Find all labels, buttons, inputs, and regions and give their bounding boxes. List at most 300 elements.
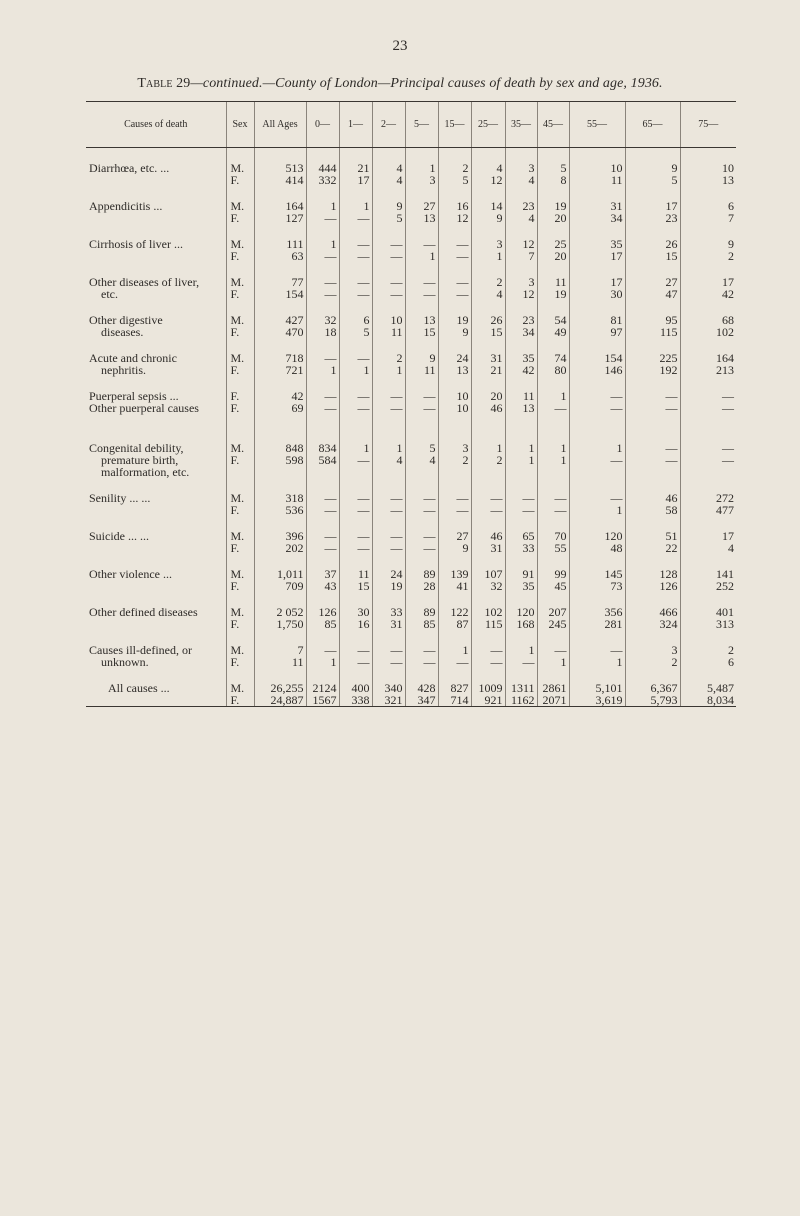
sex-cell: F. (226, 390, 254, 402)
value-cell: 154 (569, 352, 625, 364)
value-cell: 834 (306, 442, 339, 454)
table-row (86, 530, 736, 542)
cause-cell (86, 466, 226, 478)
value-cell: 321 (372, 694, 405, 707)
row-gap (86, 414, 736, 442)
value-cell: 1 (537, 656, 569, 668)
value-cell: 22 (625, 542, 680, 554)
value-cell: 1 (537, 390, 569, 402)
value-cell: 16 (438, 200, 471, 212)
value-cell: 848 (254, 442, 306, 454)
value-cell: 192 (625, 364, 680, 376)
value-cell: 427 (254, 314, 306, 326)
value-cell: 477 (680, 504, 736, 516)
value-cell: — (405, 504, 438, 516)
value-cell: 9 (438, 326, 471, 338)
value-cell: 17 (680, 530, 736, 542)
value-cell: 28 (405, 580, 438, 592)
cause-label: etc. (101, 287, 118, 301)
value-cell: — (438, 288, 471, 300)
value-cell: 1 (405, 250, 438, 262)
value-cell: 1 (405, 162, 438, 174)
value-cell: 13 (405, 314, 438, 326)
value-cell: 89 (405, 568, 438, 580)
value-cell: 3 (505, 162, 537, 174)
value-cell: 9 (680, 238, 736, 250)
value-cell: — (339, 276, 372, 288)
value-cell: 7 (254, 644, 306, 656)
value-cell: 33 (505, 542, 537, 554)
value-cell: 168 (505, 618, 537, 630)
value-cell: — (339, 656, 372, 668)
value-cell: 51 (625, 530, 680, 542)
value-cell: 20 (537, 250, 569, 262)
table-row (86, 288, 736, 300)
sex-cell: F. (226, 580, 254, 592)
value-cell: 102 (471, 606, 505, 618)
value-cell: — (339, 402, 372, 414)
value-cell: 347 (405, 694, 438, 707)
table-row (86, 466, 736, 478)
value-cell: 13 (405, 212, 438, 224)
cause-cell (86, 504, 226, 516)
value-cell: 9 (372, 200, 405, 212)
cause-cell (86, 580, 226, 592)
value-cell: 340 (372, 682, 405, 694)
value-cell: 10 (438, 402, 471, 414)
value-cell: — (339, 504, 372, 516)
value-cell: 1 (339, 442, 372, 454)
value-cell: 338 (339, 694, 372, 707)
value-cell: 25 (537, 238, 569, 250)
value-cell: 2 (625, 656, 680, 668)
value-cell: 3 (471, 238, 505, 250)
value-cell: — (405, 238, 438, 250)
value-cell: 2 (680, 644, 736, 656)
row-gap (86, 338, 736, 352)
sex-cell: F. (226, 504, 254, 516)
value-cell: 1 (537, 442, 569, 454)
value-cell (680, 466, 736, 478)
value-cell: 11 (505, 390, 537, 402)
value-cell: 26 (471, 314, 505, 326)
value-cell: — (505, 492, 537, 504)
value-cell: 34 (505, 326, 537, 338)
value-cell: 45 (537, 580, 569, 592)
sex-cell: M. (226, 442, 254, 454)
value-cell: 1 (471, 442, 505, 454)
row-gap (86, 554, 736, 568)
value-cell: 154 (254, 288, 306, 300)
value-cell: 281 (569, 618, 625, 630)
value-cell: 470 (254, 326, 306, 338)
value-cell: 1 (372, 364, 405, 376)
value-cell: 17 (625, 200, 680, 212)
sex-cell: F. (226, 212, 254, 224)
value-cell: 20 (471, 390, 505, 402)
value-cell: — (339, 212, 372, 224)
value-cell: 17 (680, 276, 736, 288)
column-header: 2— (372, 102, 405, 148)
cause-label: Diarrhœa, etc. ... (89, 161, 170, 175)
value-cell: 146 (569, 364, 625, 376)
value-cell: 714 (438, 694, 471, 707)
value-cell: 47 (625, 288, 680, 300)
value-cell: — (339, 352, 372, 364)
table-row (86, 656, 736, 668)
value-cell (339, 466, 372, 478)
table-row (86, 174, 736, 186)
value-cell: 245 (537, 618, 569, 630)
value-cell: 13 (505, 402, 537, 414)
value-cell: — (405, 276, 438, 288)
value-cell: 19 (372, 580, 405, 592)
total-row (86, 694, 736, 707)
value-cell: 73 (569, 580, 625, 592)
value-cell: 225 (625, 352, 680, 364)
value-cell: 318 (254, 492, 306, 504)
total-row (86, 682, 736, 694)
value-cell: — (405, 644, 438, 656)
value-cell: 466 (625, 606, 680, 618)
cause-cell (86, 212, 226, 224)
value-cell: — (438, 656, 471, 668)
value-cell (625, 466, 680, 478)
sex-cell: F. (226, 174, 254, 186)
cause-label: Appendicitis ... (89, 199, 163, 213)
value-cell: — (339, 530, 372, 542)
column-header: 75— (680, 102, 736, 148)
cause-cell (86, 200, 226, 212)
sex-cell: M. (226, 200, 254, 212)
cause-label: nephritis. (101, 363, 146, 377)
value-cell: 99 (537, 568, 569, 580)
cause-cell (86, 530, 226, 542)
table-row (86, 644, 736, 656)
value-cell: 85 (405, 618, 438, 630)
cause-cell (86, 492, 226, 504)
sex-cell: F. (226, 454, 254, 466)
value-cell: 5 (438, 174, 471, 186)
table-row (86, 162, 736, 174)
row-gap (86, 630, 736, 644)
sex-cell: F. (226, 288, 254, 300)
value-cell: 2 (438, 162, 471, 174)
value-cell: 5 (339, 326, 372, 338)
sex-cell: M. (226, 644, 254, 656)
value-cell: — (405, 390, 438, 402)
value-cell: 111 (254, 238, 306, 250)
value-cell: 15 (625, 250, 680, 262)
cause-cell (86, 682, 226, 694)
table-title: —continued.—County of London—Principal causes of death by sex and age, 1936. (190, 76, 663, 91)
cause-cell (86, 364, 226, 376)
value-cell: 97 (569, 326, 625, 338)
value-cell: 709 (254, 580, 306, 592)
sex-cell: M. (226, 682, 254, 694)
cause-label: All causes ... (108, 681, 170, 695)
value-cell: 1,011 (254, 568, 306, 580)
value-cell (471, 466, 505, 478)
column-header: 5— (405, 102, 438, 148)
value-cell: 27 (405, 200, 438, 212)
value-cell: — (680, 454, 736, 466)
value-cell (405, 466, 438, 478)
row-gap (86, 478, 736, 492)
value-cell: — (372, 542, 405, 554)
value-cell: 1 (306, 238, 339, 250)
value-cell: 513 (254, 162, 306, 174)
sex-cell: F. (226, 656, 254, 668)
value-cell: 42 (680, 288, 736, 300)
cause-label: Other violence ... (89, 567, 172, 581)
value-cell: — (569, 390, 625, 402)
value-cell: 10 (438, 390, 471, 402)
value-cell: 115 (625, 326, 680, 338)
value-cell: 164 (680, 352, 736, 364)
cause-label: Other diseases of liver, (89, 275, 200, 289)
column-header: 1— (339, 102, 372, 148)
value-cell: — (339, 390, 372, 402)
value-cell: — (625, 442, 680, 454)
value-cell: 26,255 (254, 682, 306, 694)
value-cell: 41 (438, 580, 471, 592)
value-cell: — (537, 504, 569, 516)
value-cell: 332 (306, 174, 339, 186)
value-cell: — (569, 644, 625, 656)
cause-cell (86, 618, 226, 630)
sex-cell: M. (226, 530, 254, 542)
value-cell: 12 (438, 212, 471, 224)
value-cell: 8,034 (680, 694, 736, 707)
value-cell: — (471, 492, 505, 504)
value-cell (254, 466, 306, 478)
value-cell: 49 (537, 326, 569, 338)
value-cell: 115 (471, 618, 505, 630)
value-cell: 81 (569, 314, 625, 326)
value-cell: 2861 (537, 682, 569, 694)
value-cell: 139 (438, 568, 471, 580)
value-cell: 10 (569, 162, 625, 174)
row-gap (86, 300, 736, 314)
table-row (86, 504, 736, 516)
value-cell: — (372, 504, 405, 516)
value-cell: — (405, 402, 438, 414)
value-cell: 207 (537, 606, 569, 618)
value-cell: 1 (372, 442, 405, 454)
value-cell: 46 (471, 402, 505, 414)
value-cell: 721 (254, 364, 306, 376)
value-cell: 46 (625, 492, 680, 504)
value-cell: 4 (505, 212, 537, 224)
value-cell: 65 (505, 530, 537, 542)
value-cell: 23 (625, 212, 680, 224)
value-cell: 5 (405, 442, 438, 454)
value-cell: 18 (306, 326, 339, 338)
cause-cell (86, 402, 226, 414)
value-cell: 12 (471, 174, 505, 186)
value-cell: 27 (438, 530, 471, 542)
value-cell: 91 (505, 568, 537, 580)
value-cell: — (339, 644, 372, 656)
value-cell: 213 (680, 364, 736, 376)
sex-cell: F. (226, 364, 254, 376)
value-cell: 1 (471, 250, 505, 262)
cause-cell (86, 656, 226, 668)
value-cell: 15 (339, 580, 372, 592)
value-cell: 313 (680, 618, 736, 630)
value-cell: 24,887 (254, 694, 306, 707)
value-cell: — (537, 492, 569, 504)
value-cell: 1 (537, 454, 569, 466)
cause-cell (86, 174, 226, 186)
value-cell: 11 (339, 568, 372, 580)
value-cell: 12 (505, 238, 537, 250)
value-cell: 32 (471, 580, 505, 592)
value-cell: — (306, 276, 339, 288)
mortality-table (86, 101, 736, 707)
value-cell: — (569, 402, 625, 414)
cause-cell (86, 162, 226, 174)
value-cell: 34 (569, 212, 625, 224)
value-cell: — (339, 250, 372, 262)
value-cell: 1,750 (254, 618, 306, 630)
value-cell: 35 (505, 352, 537, 364)
value-cell: 16 (339, 618, 372, 630)
value-cell: 5 (625, 174, 680, 186)
sex-cell: F. (226, 618, 254, 630)
table-header-row (86, 102, 736, 148)
value-cell: 428 (405, 682, 438, 694)
value-cell: — (505, 656, 537, 668)
value-cell: — (372, 492, 405, 504)
value-cell: 1311 (505, 682, 537, 694)
value-cell: 21 (339, 162, 372, 174)
value-cell: — (372, 402, 405, 414)
value-cell: 30 (339, 606, 372, 618)
sex-cell: F. (226, 326, 254, 338)
value-cell: 13 (680, 174, 736, 186)
value-cell: 4 (505, 174, 537, 186)
value-cell: — (306, 644, 339, 656)
value-cell: 70 (537, 530, 569, 542)
sex-cell: F. (226, 542, 254, 554)
value-cell: 5,793 (625, 694, 680, 707)
value-cell: 20 (537, 212, 569, 224)
value-cell: — (680, 390, 736, 402)
column-header: Causes of death (86, 102, 226, 148)
value-cell: — (405, 288, 438, 300)
value-cell: 324 (625, 618, 680, 630)
value-cell: 27 (625, 276, 680, 288)
value-cell: 19 (537, 288, 569, 300)
value-cell: 120 (569, 530, 625, 542)
column-header: 35— (505, 102, 537, 148)
value-cell: 30 (569, 288, 625, 300)
value-cell: — (625, 390, 680, 402)
value-cell: — (471, 504, 505, 516)
value-cell: 2071 (537, 694, 569, 707)
sex-cell: M. (226, 568, 254, 580)
value-cell: 58 (625, 504, 680, 516)
row-gap (86, 148, 736, 163)
table-row (86, 606, 736, 618)
value-cell: 122 (438, 606, 471, 618)
value-cell: — (625, 402, 680, 414)
value-cell: — (438, 492, 471, 504)
value-cell: 9 (438, 542, 471, 554)
value-cell: 68 (680, 314, 736, 326)
value-cell: 10 (680, 162, 736, 174)
value-cell: 5 (372, 212, 405, 224)
value-cell: 31 (569, 200, 625, 212)
value-cell: 141 (680, 568, 736, 580)
value-cell: — (372, 250, 405, 262)
value-cell: 401 (680, 606, 736, 618)
cause-cell (86, 288, 226, 300)
value-cell: — (339, 542, 372, 554)
value-cell: 11 (372, 326, 405, 338)
value-cell: 5 (537, 162, 569, 174)
value-cell: 85 (306, 618, 339, 630)
value-cell: 1 (339, 364, 372, 376)
table-row (86, 364, 736, 376)
value-cell: — (339, 288, 372, 300)
cause-label: Congenital debility, (89, 441, 184, 455)
value-cell: 19 (438, 314, 471, 326)
row-gap (86, 668, 736, 682)
cause-label: malformation, etc. (101, 465, 190, 479)
value-cell: 1 (339, 200, 372, 212)
value-cell: 4 (680, 542, 736, 554)
value-cell: 4 (372, 454, 405, 466)
cause-label: diseases. (101, 325, 144, 339)
column-header: 45— (537, 102, 569, 148)
value-cell: 46 (471, 530, 505, 542)
value-cell: 4 (471, 288, 505, 300)
row-gap (86, 516, 736, 530)
value-cell: 15 (471, 326, 505, 338)
value-cell: — (438, 250, 471, 262)
table-row (86, 542, 736, 554)
table-row (86, 314, 736, 326)
value-cell: 1 (505, 454, 537, 466)
value-cell: 19 (537, 200, 569, 212)
value-cell: 164 (254, 200, 306, 212)
value-cell: 87 (438, 618, 471, 630)
value-cell (372, 466, 405, 478)
value-cell: 921 (471, 694, 505, 707)
value-cell: 2 052 (254, 606, 306, 618)
value-cell: 77 (254, 276, 306, 288)
value-cell: — (680, 402, 736, 414)
value-cell: 145 (569, 568, 625, 580)
value-cell: — (438, 504, 471, 516)
value-cell: — (405, 656, 438, 668)
cause-cell (86, 606, 226, 618)
value-cell: — (569, 492, 625, 504)
sex-cell: M. (226, 238, 254, 250)
value-cell: 15 (405, 326, 438, 338)
cause-label: Other digestive (89, 313, 163, 327)
value-cell: — (306, 250, 339, 262)
cause-cell (86, 694, 226, 707)
value-cell: 17 (569, 276, 625, 288)
cause-cell (86, 326, 226, 338)
table-row (86, 238, 736, 250)
value-cell: 126 (306, 606, 339, 618)
value-cell: — (339, 454, 372, 466)
